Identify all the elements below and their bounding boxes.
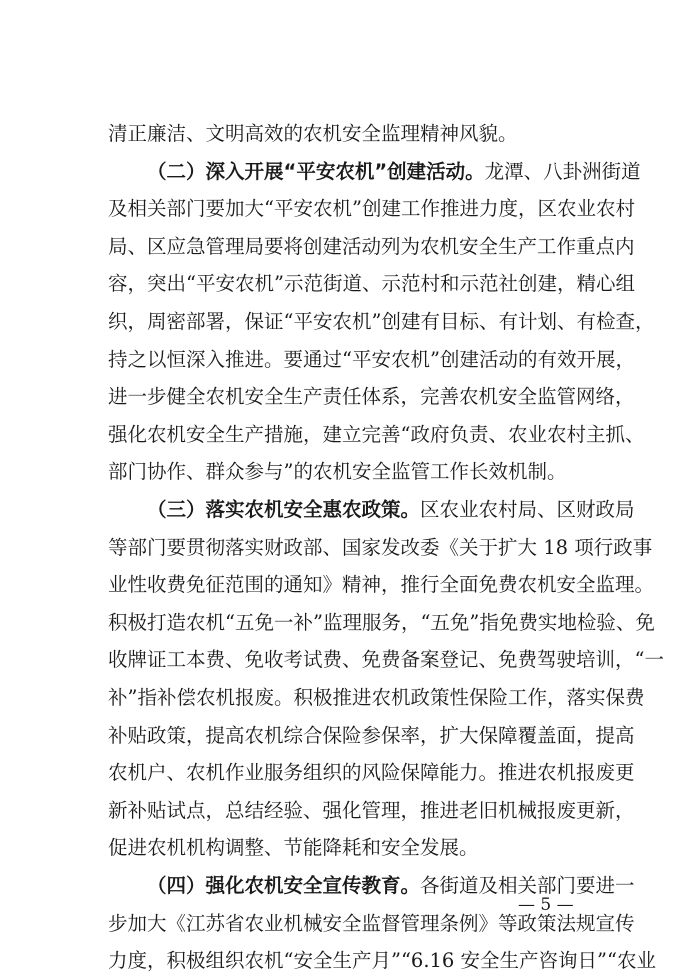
paragraph-text: 进一步健全农机安全生产责任体系，完善农机安全监管网络，: [108, 385, 635, 409]
paragraph-text: 强化农机安全生产措施，建立完善“政府负责、农业农村主抓、: [108, 422, 645, 446]
paragraph-line: [108, 571, 655, 599]
section-heading: （四）强化农机安全宣传教育。: [147, 874, 421, 897]
paragraph-line: [108, 346, 635, 374]
paragraph-line: [108, 270, 635, 298]
page-number: — 5 —: [518, 895, 574, 915]
paragraph-text: 力度，积极组织农机“安全生产月”“6.16 安全生产咨询日”“农业: [108, 949, 656, 973]
paragraph-text: 持之以恒深入推进。要通过“平安农机”创建活动的有效开展，: [108, 347, 635, 371]
paragraph-line: [108, 834, 588, 862]
paragraph-line: [108, 722, 635, 750]
paragraph-line: [108, 195, 635, 223]
paragraph-line: [108, 534, 653, 562]
paragraph-text: 步加大《江苏省农业机械安全监督管理条例》等政策法规宣传: [108, 911, 635, 935]
paragraph-line: [108, 759, 635, 787]
paragraph-line: [108, 684, 645, 712]
paragraph-text: 补”指补偿农机报废。积极推进农机政策性保险工作，落实保费: [108, 686, 645, 709]
paragraph-text: 容，突出“平安农机”示范街道、示范村和示范社创建，精心组: [108, 272, 635, 296]
paragraph-line: [108, 947, 656, 975]
paragraph-line: [108, 233, 635, 261]
paragraph-text: 收牌证工本费、免收考试费、免费备案登记、免费驾驶培训，“一: [108, 648, 664, 672]
paragraph-line: [108, 421, 645, 449]
paragraph-text: 清正廉洁、文明高效的农机安全监理精神风貌。: [108, 122, 518, 145]
paragraph-line: [108, 383, 635, 411]
paragraph-line: [108, 910, 635, 938]
paragraph-first-line: [147, 496, 635, 524]
paragraph-text: 织，周密部署，保证“平安农机”创建有目标、有计划、有检查，: [108, 310, 655, 333]
paragraph-text: 及相关部门要加大“平安农机”创建工作推进力度，区农业农村: [108, 197, 635, 221]
paragraph-text: 新补贴试点，总结经验、强化管理，推进老旧机械报废更新，: [108, 798, 635, 822]
paragraph-line: [108, 458, 588, 486]
paragraph-line: [108, 797, 635, 825]
paragraph-line: [108, 609, 655, 637]
paragraph-text: 促进农机机构调整、节能降耗和安全发展。: [108, 836, 479, 860]
paragraph-text: 各街道及相关部门要进一: [420, 874, 635, 897]
paragraph-line: [108, 308, 655, 336]
paragraph-line: [108, 120, 588, 148]
paragraph-text: 等部门要贯彻落实财政部、国家发改委《关于扩大 18 项行政事: [108, 535, 653, 559]
paragraph-text: 部门协作、群众参与”的农机安全监管工作长效机制。: [108, 460, 567, 484]
paragraph-text: 业性收费免征范围的通知》精神，推行全面免费农机安全监理。: [108, 573, 655, 597]
section-heading: （二）深入开展“平安农机”创建活动。: [147, 159, 485, 183]
paragraph-first-line: [147, 158, 641, 186]
paragraph-line: [108, 646, 664, 674]
paragraph-text: 龙潭、八卦洲街道: [484, 159, 641, 183]
section-heading: （三）落实农机安全惠农政策。: [147, 498, 421, 521]
paragraph-text: 农机户、农机作业服务组织的风险保障能力。推进农机报废更: [108, 761, 635, 785]
paragraph-text: 积极打造农机“五免一补”监理服务，“五免”指免费实地检验、免: [108, 610, 655, 634]
paragraph-text: 区农业农村局、区财政局: [420, 498, 635, 521]
paragraph-text: 局、区应急管理局要将创建活动列为农机安全生产工作重点内: [108, 234, 635, 258]
paragraph-text: 补贴政策，提高农机综合保险参保率，扩大保障覆盖面，提高: [108, 723, 635, 747]
